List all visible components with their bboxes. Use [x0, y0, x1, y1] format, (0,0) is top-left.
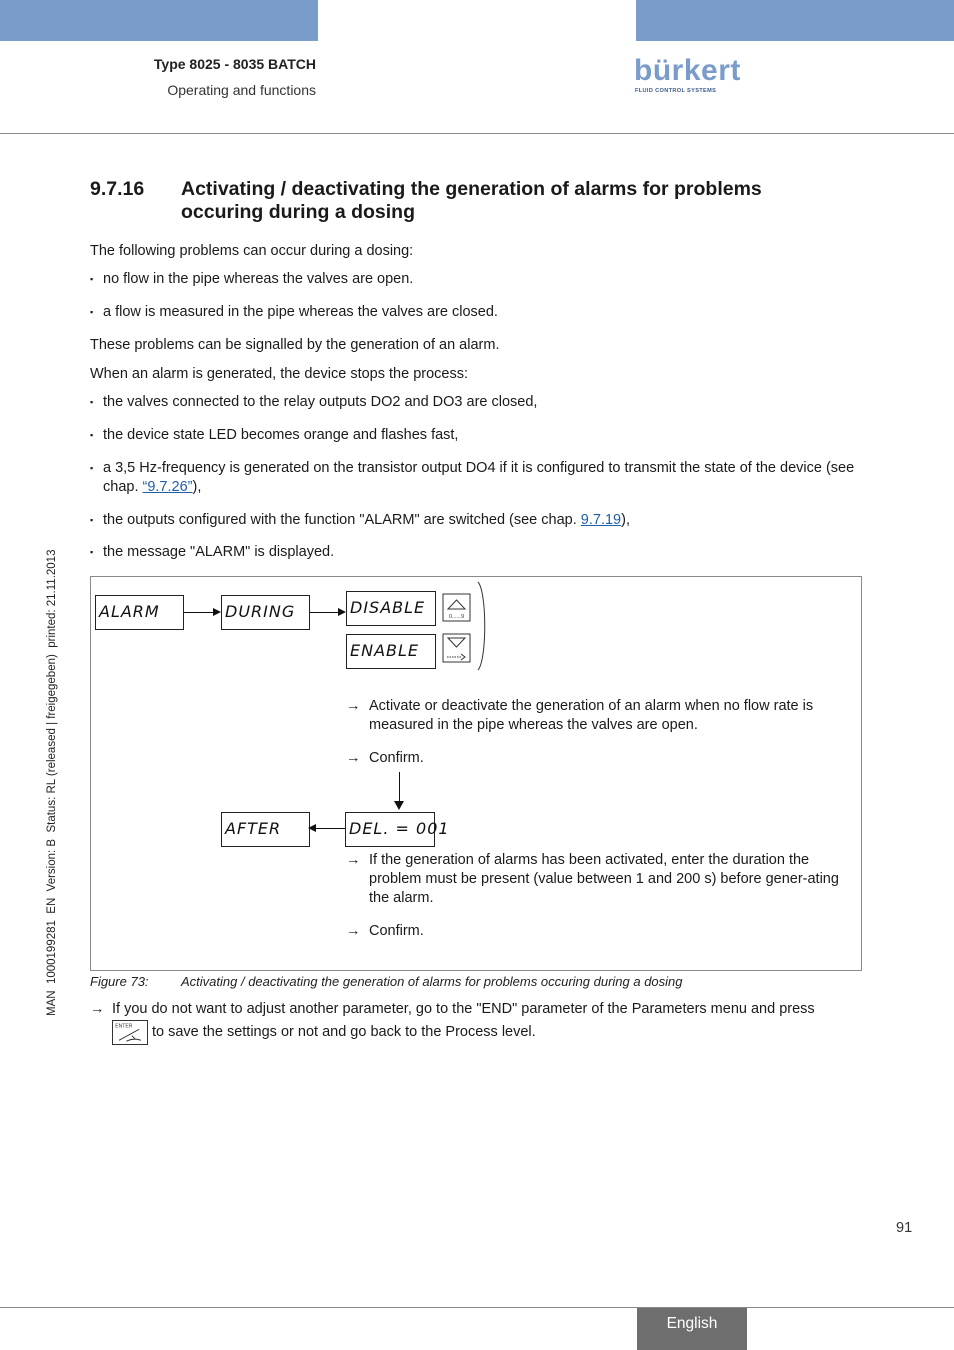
- display-after: AFTER: [221, 812, 310, 847]
- display-alarm: ALARM: [95, 595, 184, 630]
- section-number: 9.7.16: [90, 178, 145, 200]
- footer-rule: [0, 1307, 954, 1308]
- header-band-left: [0, 0, 318, 41]
- when-alarm-paragraph: When an alarm is generated, the device stops the process:: [90, 366, 469, 382]
- header-product: Type 8025 - 8035 BATCH: [153, 56, 316, 72]
- figure-caption-label: Figure 73:: [90, 974, 149, 989]
- effect-item: [90, 511, 860, 530]
- instruction-duration: [346, 851, 849, 908]
- effect-text: ),: [621, 512, 630, 528]
- flow-arrowhead: [394, 801, 404, 810]
- page-number: 91: [896, 1220, 913, 1236]
- effect-text: a 3,5 Hz-frequency is generated on the transistor output DO4 if it is configured to transmit the state of the device (see chap.: [103, 460, 855, 495]
- effect-item: ▪ the device state LED becomes orange and flashes fast,: [90, 426, 860, 445]
- final-instruction-continued: to save the settings or not and go back to the Process level.: [152, 1024, 536, 1040]
- display-enable: ENABLE: [346, 634, 436, 669]
- flow-arrow-line: [310, 612, 339, 613]
- display-delay: DEL. = 001: [345, 812, 435, 847]
- instruction-confirm: [346, 922, 849, 941]
- arrow-icon: →: [346, 750, 361, 766]
- chapter-link-9-7-26[interactable]: “9.7.26”: [142, 479, 193, 495]
- instruction-text: Confirm.: [369, 750, 424, 766]
- header-section: Operating and functions: [167, 82, 316, 98]
- signalled-paragraph: These problems can be signalled by the generation of an alarm.: [90, 337, 500, 353]
- final-instruction: If you do not want to adjust another parameter, go to the "END" parameter of the Parameters menu and press: [112, 1001, 815, 1017]
- header-band-right: [636, 0, 954, 41]
- figure-caption-text: Activating / deactivating the generation of alarms for problems occuring during a dosing: [181, 974, 683, 989]
- logo-tagline: FLUID CONTROL SYSTEMS: [635, 88, 717, 94]
- problem-item: ▪ a flow is measured in the pipe whereas the valves are closed.: [90, 303, 860, 322]
- flow-arrow-line: [184, 612, 214, 613]
- instruction-activate: [346, 697, 849, 735]
- effect-text: the outputs configured with the function "ALARM" are switched (see chap.: [103, 512, 581, 528]
- effect-item: ▪ the message "ALARM" is displayed.: [90, 543, 860, 562]
- burkert-logo: [634, 54, 741, 97]
- logo-wordmark: bürkert: [634, 54, 741, 87]
- display-disable: DISABLE: [346, 591, 436, 626]
- intro-paragraph: The following problems can occur during a dosing:: [90, 243, 414, 259]
- effect-item: ▪ the valves connected to the relay outputs DO2 and DO3 are closed,: [90, 393, 860, 412]
- enter-key-icon: [112, 1020, 148, 1045]
- document-status-sidebar: MAN 1000199281 EN Version: B Status: RL (released | freigegeben) printed: 21.11.2013: [46, 549, 58, 1016]
- language-tab: English: [637, 1308, 747, 1350]
- effect-item: [90, 459, 860, 497]
- instruction-text: If the generation of alarms has been activated, enter the duration the problem must be present (value between 1 and 200 s) before gener-ating the alarm.: [369, 852, 839, 906]
- display-during: DURING: [221, 595, 310, 630]
- flow-arrowhead: [338, 608, 346, 616]
- keypad-icon: [440, 580, 488, 672]
- arrow-icon: →: [346, 923, 361, 939]
- arrow-icon: →: [346, 852, 361, 868]
- keypad-range-label: 0......9: [448, 614, 465, 620]
- effect-text: ),: [192, 479, 202, 495]
- flow-arrow-line: [399, 772, 400, 803]
- arrow-icon: →: [90, 1001, 105, 1017]
- section-title: Activating / deactivating the generation of alarms for problems occuring during a dosing: [181, 178, 762, 223]
- instruction-text: Confirm.: [369, 923, 424, 939]
- chapter-link-9-7-19[interactable]: 9.7.19: [580, 512, 622, 528]
- flow-arrow-line: [315, 828, 345, 829]
- header-rule: [0, 133, 954, 134]
- arrow-icon: →: [346, 698, 361, 714]
- flow-arrowhead: [308, 824, 316, 832]
- instruction-confirm: [346, 749, 849, 768]
- instruction-text: Activate or deactivate the generation of an alarm when no flow rate is measured in the pipe whereas the valves are open.: [369, 698, 814, 733]
- problem-item: ▪ no flow in the pipe whereas the valves are open.: [90, 270, 860, 289]
- enter-key-label: ENTER: [115, 1023, 133, 1030]
- flow-arrowhead: [213, 608, 221, 616]
